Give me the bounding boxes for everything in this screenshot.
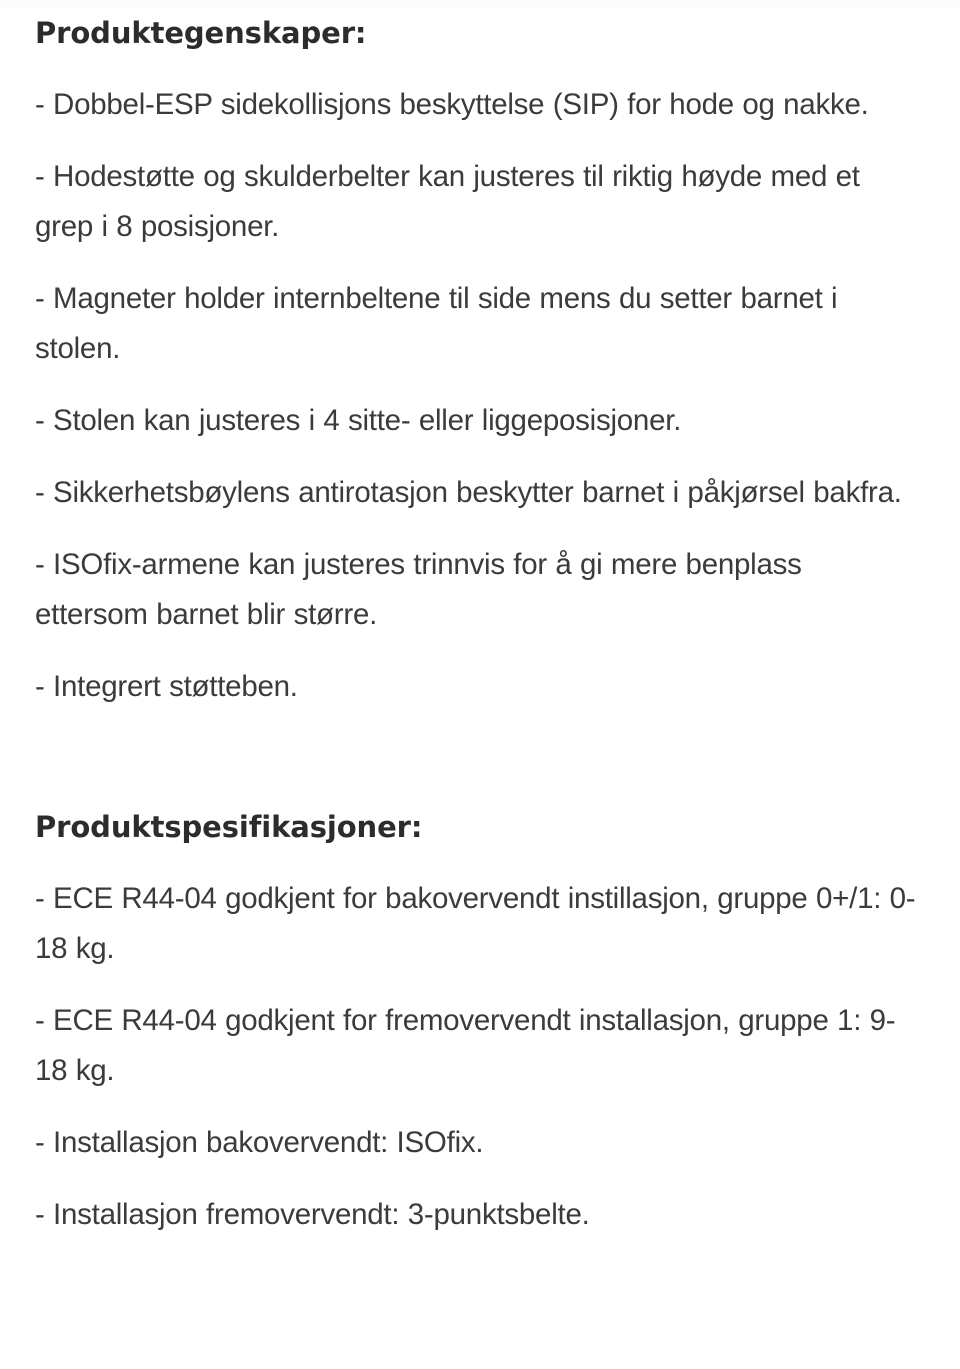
specification-item: - ECE R44-04 godkjent for fremovervendt installasjon, gruppe 1: 9-18 kg. (35, 1004, 896, 1087)
spacer (35, 1096, 916, 1118)
description-content (35, 0, 916, 1240)
spacer (35, 58, 916, 80)
spacer (35, 446, 916, 468)
spacer (35, 252, 916, 274)
spacer (35, 974, 916, 996)
feature-item: - Integrert støtteben. (35, 670, 298, 703)
top-spacer (35, 0, 916, 8)
specification-item: - Installasjon fremovervendt: 3-punktsbelte. (35, 1198, 590, 1231)
spacer (35, 1168, 916, 1190)
spacer (35, 852, 916, 874)
spacer (35, 130, 916, 152)
specification-item: - Installasjon bakovervendt: ISOfix. (35, 1126, 484, 1159)
spacer (35, 518, 916, 540)
feature-item: - ISOfix-armene kan justeres trinnvis for å gi mere benplass ettersom barnet blir større. (35, 548, 802, 631)
specifications-heading: Produktspesifikasjoner: (35, 810, 423, 844)
feature-item: - Stolen kan justeres i 4 sitte- eller liggeposisjoner. (35, 404, 682, 437)
section-separator (35, 712, 916, 802)
spacer (35, 374, 916, 396)
feature-item: - Dobbel-ESP sidekollisjons beskyttelse (SIP) for hode og nakke. (35, 88, 869, 121)
spacer (35, 640, 916, 662)
specification-item: - ECE R44-04 godkjent for bakovervendt instillasjon, gruppe 0+/1: 0-18 kg. (35, 882, 916, 965)
feature-item: - Magneter holder internbeltene til side mens du setter barnet i stolen. (35, 282, 838, 365)
features-heading: Produktegenskaper: (35, 16, 367, 50)
feature-item: - Hodestøtte og skulderbelter kan justeres til riktig høyde med et grep i 8 posisjoner. (35, 160, 860, 243)
feature-item: - Sikkerhetsbøylens antirotasjon beskytter barnet i påkjørsel bakfra. (35, 476, 902, 509)
